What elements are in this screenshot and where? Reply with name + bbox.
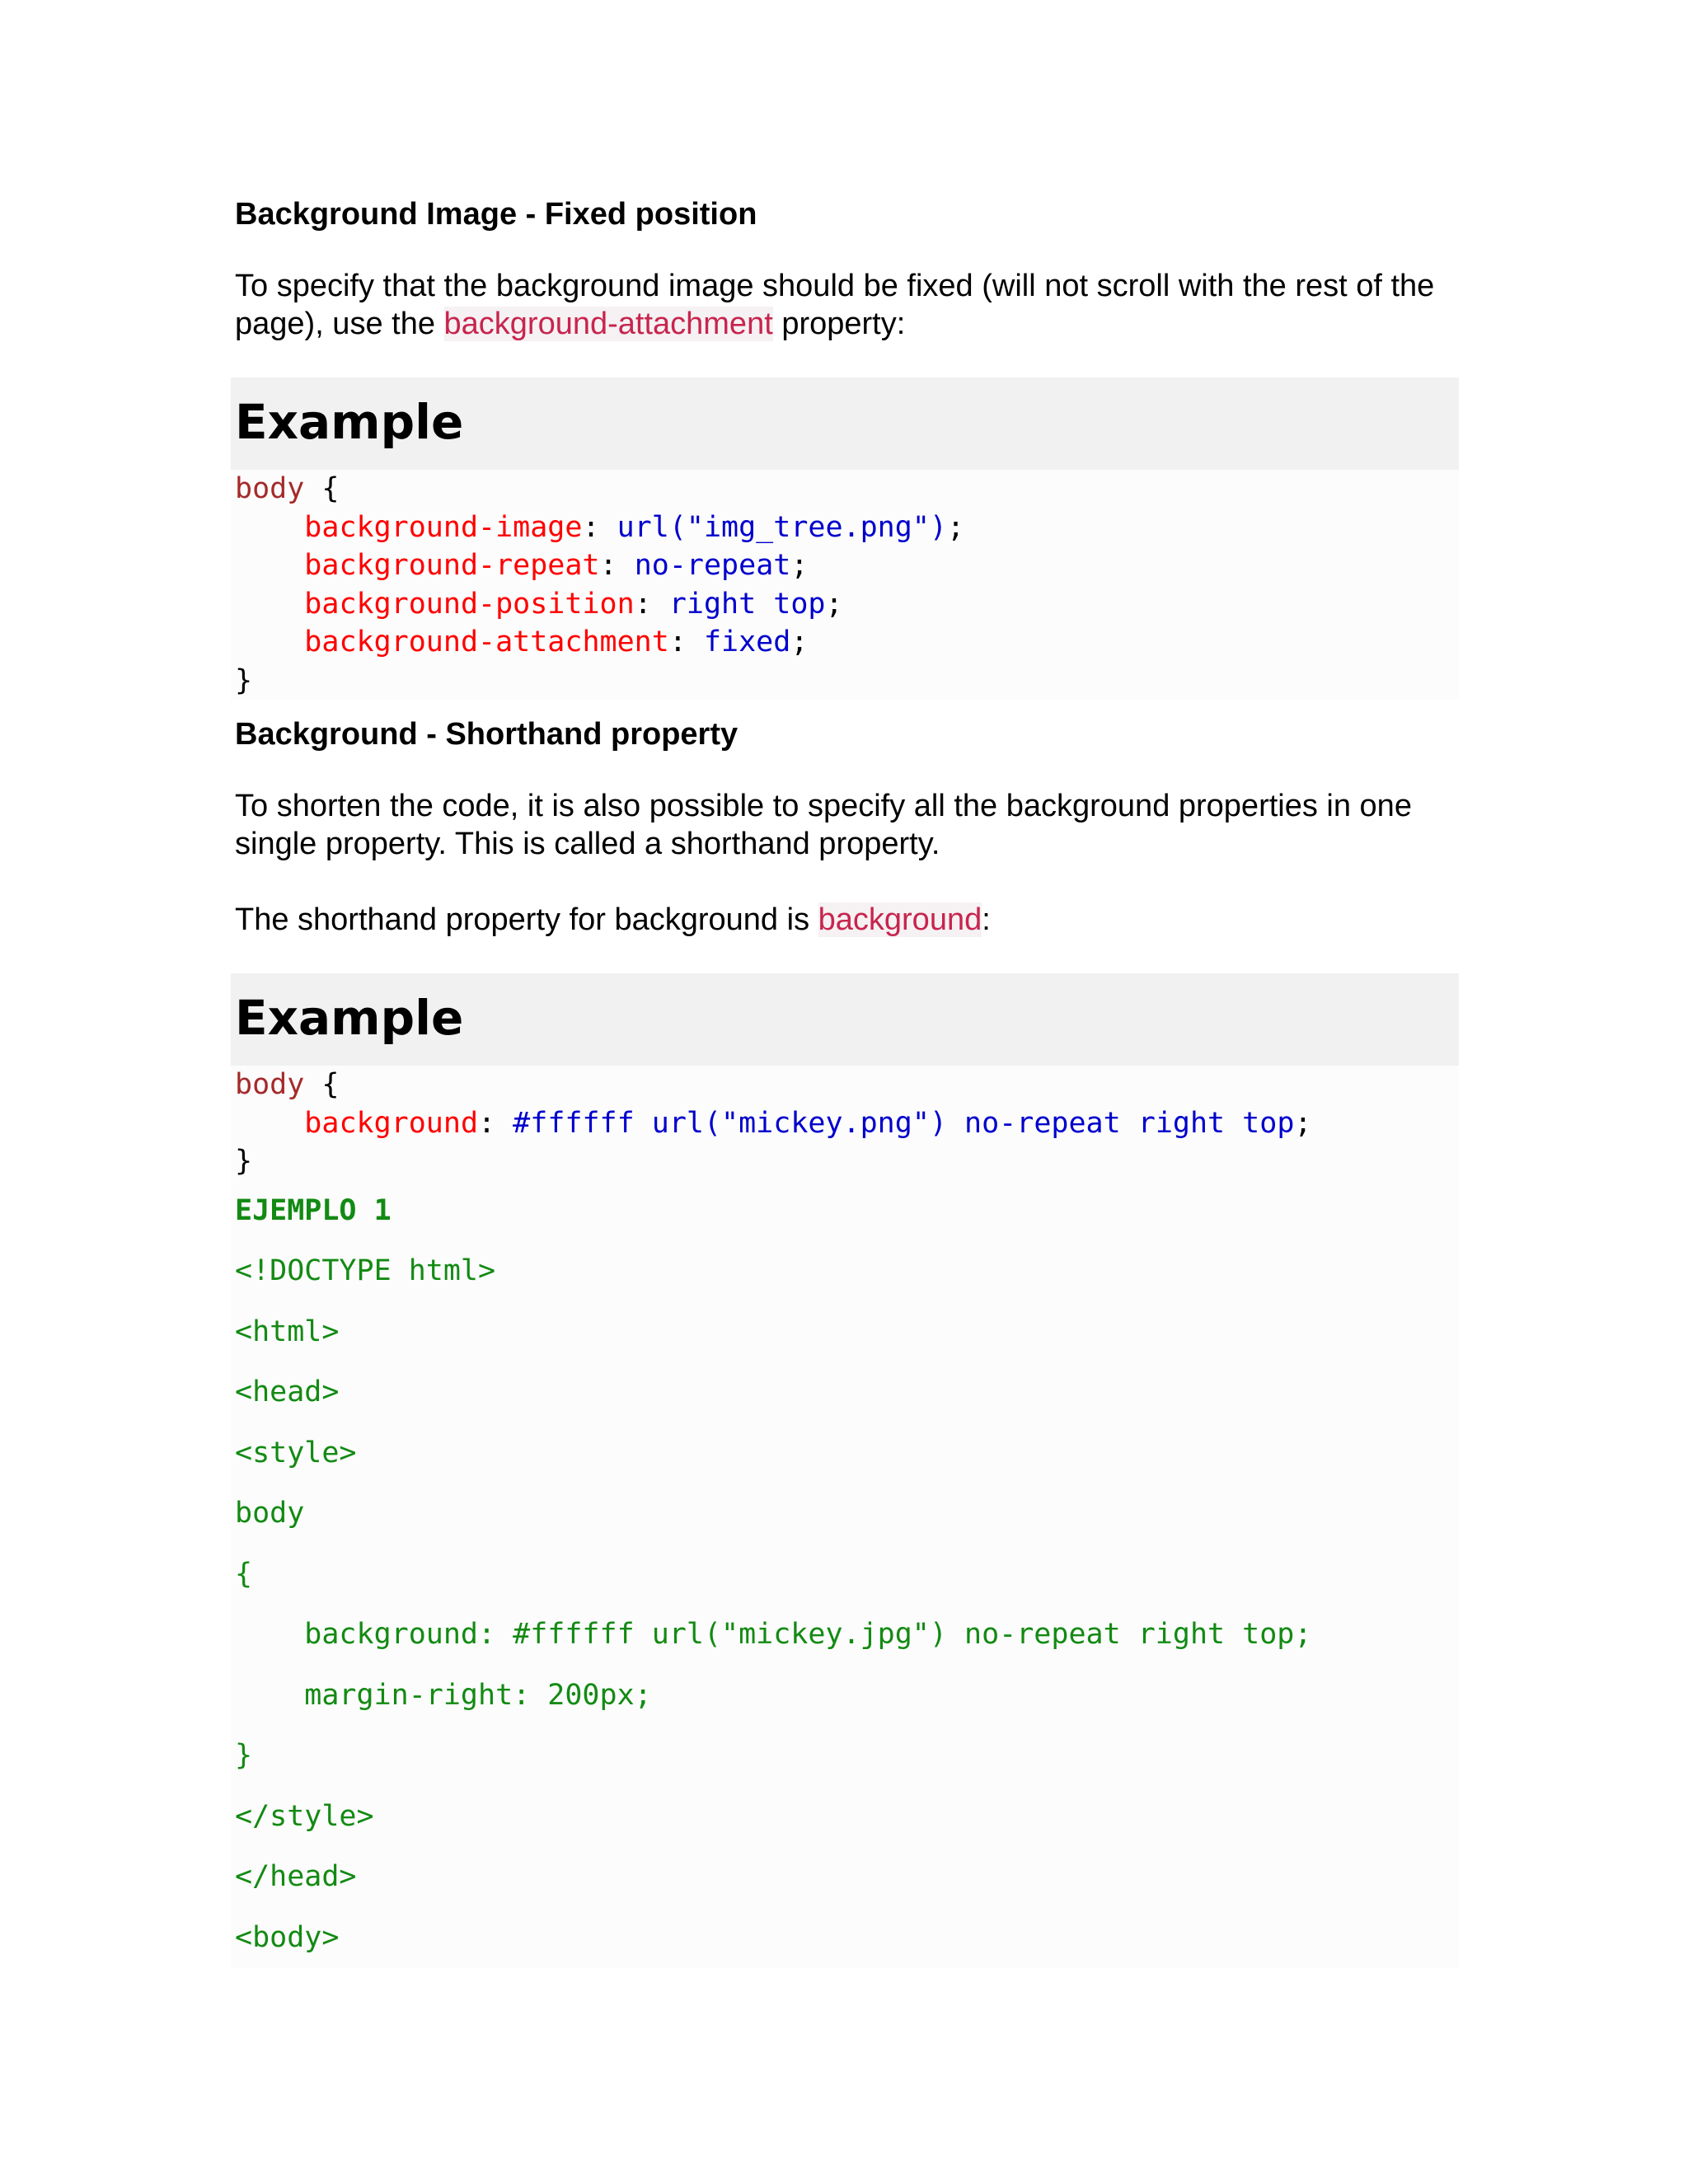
code-brace-open: { [304, 472, 340, 505]
paragraph-text: The shorthand property for background is [235, 902, 818, 937]
code-selector: body [235, 472, 305, 505]
fixed-position-paragraph [235, 267, 1459, 343]
shorthand-paragraph-1: To shorten the code, it is also possible to specify all the background properties in one single property. This is called a shorthand property. [235, 789, 1412, 861]
ejemplo-code-line: <style> [235, 1436, 357, 1469]
code-value: url("img_tree.png") [617, 510, 947, 544]
code-line: background-image: url("img_tree.png"); [304, 510, 965, 544]
paragraph-text: To specify that the background image should be fixed (will not scroll with the rest of the page), use the [235, 269, 1435, 341]
ejemplo-code-line: { [235, 1557, 253, 1591]
section-heading-shorthand: Background - Shorthand property [235, 717, 738, 752]
code-value: right top [668, 587, 826, 621]
paragraph-text: : [982, 902, 991, 937]
code-line [235, 1142, 1459, 1181]
code-brace-close: } [235, 1145, 253, 1178]
code-property: background-image [304, 510, 583, 544]
ejemplo-code-line: <html> [235, 1315, 340, 1348]
code-property: background-repeat [304, 549, 600, 582]
example-title: Example [235, 990, 464, 1046]
code-line: background-attachment: fixed; [304, 626, 809, 658]
code-property: background [304, 1106, 479, 1140]
code-line: background: #ffffff url("mickey.png") no-repeat right top; [304, 1106, 1312, 1140]
ejemplo-code-line: </style> [235, 1799, 374, 1833]
ejemplo-code-line: <body> [235, 1920, 340, 1954]
code-line [235, 662, 1459, 701]
code-line [235, 470, 1459, 509]
ejemplo-code-line: margin-right: 200px; [235, 1678, 652, 1712]
code-property: background-attachment [304, 626, 669, 658]
ejemplo-code-line: <!DOCTYPE html> [235, 1254, 496, 1287]
ejemplo-code-block [231, 1181, 1459, 1969]
paragraph-text: property: [772, 307, 906, 341]
code-example-1 [231, 470, 1459, 700]
code-selector: body [235, 1068, 305, 1101]
ejemplo-code-line: } [235, 1739, 253, 1772]
code-brace-close: } [235, 663, 253, 697]
ejemplo-code-line: </head> [235, 1860, 357, 1893]
ejemplo-title: EJEMPLO 1 [235, 1193, 392, 1227]
inline-code-background-attachment: background-attachment [443, 307, 773, 341]
code-line [235, 1066, 1459, 1104]
document-content [235, 191, 1459, 1968]
ejemplo-code-line: background: #ffffff url("mickey.jpg") no-repeat right top; [235, 1618, 1312, 1651]
section-heading-fixed-position: Background Image - Fixed position [235, 197, 757, 232]
code-value: fixed [703, 626, 791, 658]
code-line: background-position: right top; [304, 587, 843, 621]
example-title: Example [235, 394, 464, 450]
ejemplo-code-line: <head> [235, 1376, 340, 1408]
ejemplo-code-line: body [235, 1497, 305, 1530]
example-header-box [231, 377, 1459, 470]
code-example-2 [231, 1066, 1459, 1181]
code-value: no-repeat [634, 549, 791, 582]
code-brace-open: { [304, 1068, 340, 1101]
code-line: background-repeat: no-repeat; [304, 549, 809, 582]
shorthand-paragraph-2 [235, 901, 1459, 939]
code-value: #ffffff url("mickey.png") no-repeat right top [513, 1106, 1295, 1140]
inline-code-background: background [818, 902, 982, 937]
example-header-box [231, 973, 1459, 1066]
code-property: background-position [304, 587, 635, 621]
